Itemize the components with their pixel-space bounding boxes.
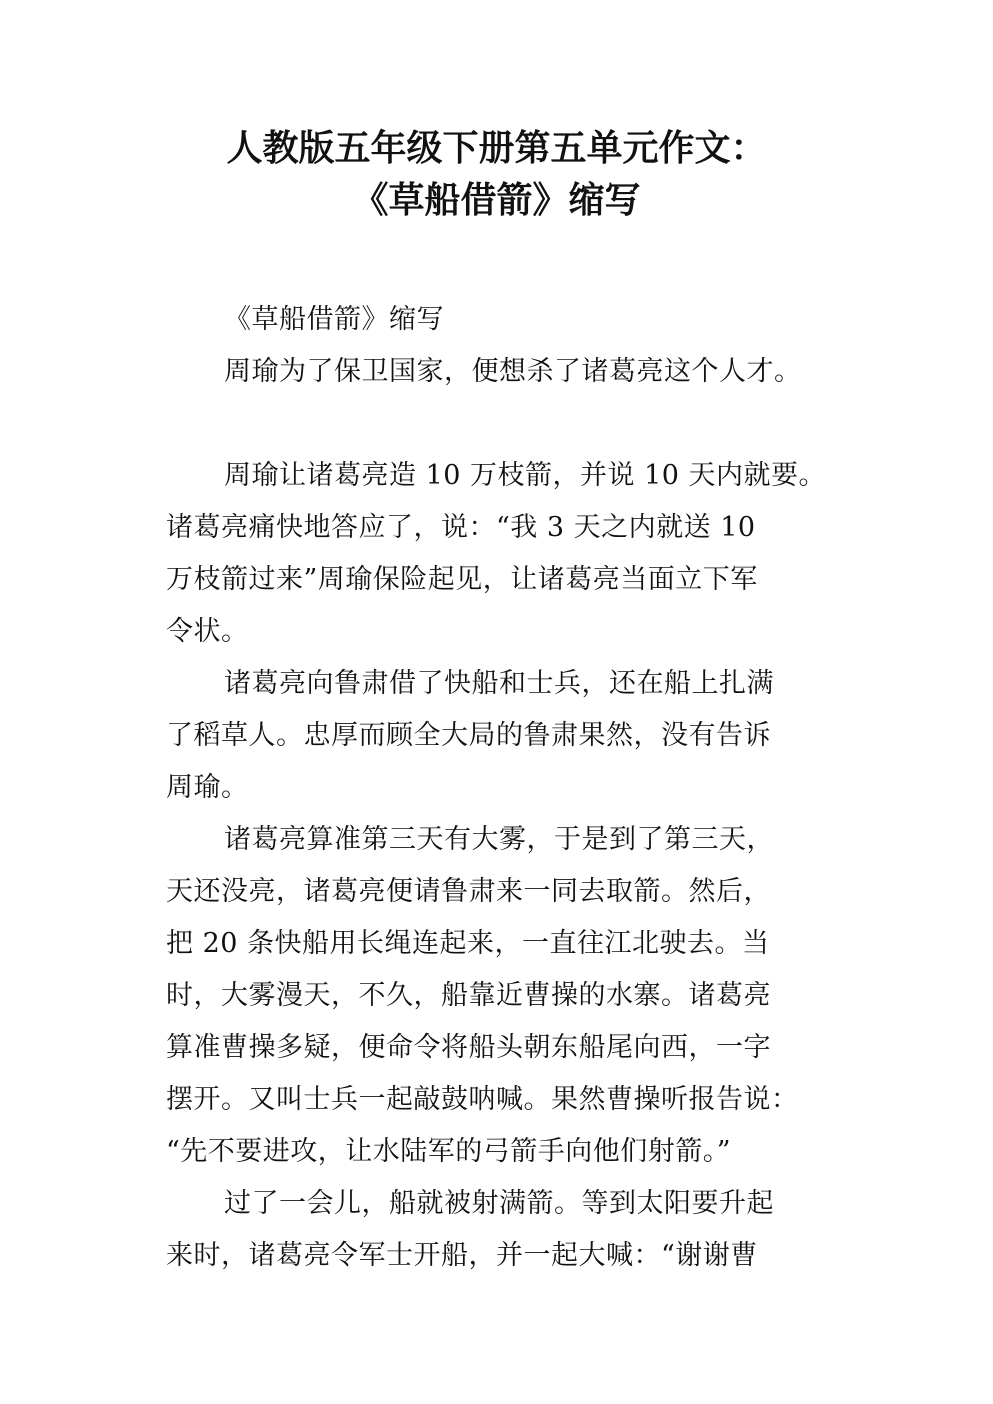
paragraph-line: 把 20 条快船用长绳连起来，一直往江北驶去。当 xyxy=(166,928,770,959)
paragraph-line: 摆开。又叫士兵一起敲鼓呐喊。果然曹操听报告说： xyxy=(166,1084,799,1115)
paragraph-line: 时，大雾漫天，不久，船靠近曹操的水寨。诸葛亮 xyxy=(166,980,771,1011)
paragraph-line: 诸葛亮算准第三天有大雾，于是到了第三天， xyxy=(224,824,774,855)
paragraph-line: 令状。 xyxy=(166,616,249,647)
subtitle-line: 《草船借箭》缩写 xyxy=(224,304,444,335)
paragraph-line: 了稻草人。忠厚而顾全大局的鲁肃果然，没有告诉 xyxy=(166,720,771,751)
document-title-line-2: 《草船借箭》缩写 xyxy=(352,180,641,221)
paragraph-line: 过了一会儿，船就被射满箭。等到太阳要升起 xyxy=(224,1188,774,1219)
paragraph-line: “先不要进攻，让水陆军的弓箭手向他们射箭。” xyxy=(166,1136,732,1167)
paragraph-line: 算准曹操多疑，便命令将船头朝东船尾向西，一字 xyxy=(166,1032,771,1063)
document-title-line-1: 人教版五年级下册第五单元作文： xyxy=(226,128,767,169)
paragraph-line: 诸葛亮向鲁肃借了快船和士兵，还在船上扎满 xyxy=(224,668,774,699)
paragraph-line: 诸葛亮痛快地答应了，说：“我 3 天之内就送 10 xyxy=(166,512,756,543)
paragraph-line: 来时，诸葛亮令军士开船，并一起大喊：“谢谢曹 xyxy=(166,1240,758,1271)
paragraph-line: 周瑜为了保卫国家，便想杀了诸葛亮这个人才。 xyxy=(224,356,802,387)
paragraph-line: 周瑜。 xyxy=(166,772,249,803)
paragraph-line: 天还没亮，诸葛亮便请鲁肃来一同去取箭。然后， xyxy=(166,876,771,907)
paragraph-line: 万枝箭过来”周瑜保险起见，让诸葛亮当面立下军 xyxy=(166,564,758,595)
paragraph-line: 周瑜让诸葛亮造 10 万枝箭，并说 10 天内就要。 xyxy=(224,460,827,491)
